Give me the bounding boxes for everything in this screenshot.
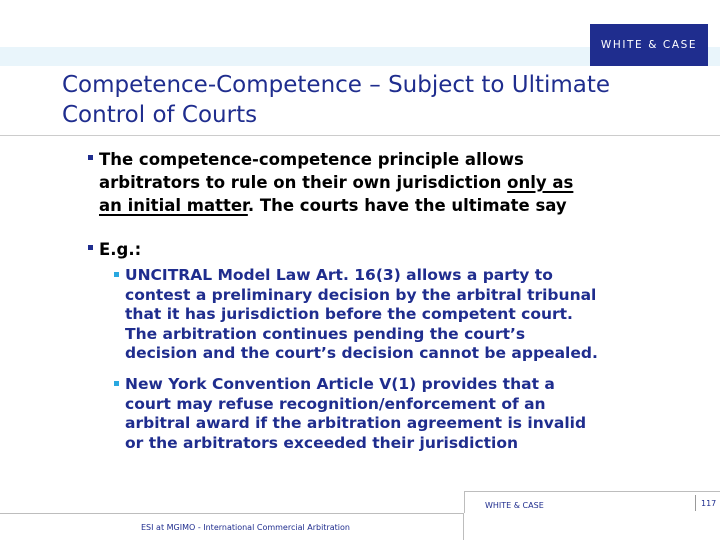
sub-bullet-line: New York Convention Article V(1) provides that a — [125, 375, 555, 393]
sub-bullet-line: that it has jurisdiction before the competent court. — [125, 305, 573, 323]
bullet-text: arbitrators to rule on their own jurisdiction — [99, 173, 508, 192]
sub-bullet-line: court may refuse recognition/enforcement of an — [125, 394, 546, 413]
sub-bullet-line: arbitral award if the arbitration agreement is invalid — [125, 414, 587, 432]
sub-bullet-square-icon — [114, 272, 119, 277]
underlined-text: only as — [507, 173, 574, 192]
bullet-line: The competence-competence principle allows — [99, 150, 524, 169]
bullet-text: . The courts have the ultimate say — [247, 196, 567, 215]
footer-right-divider — [464, 491, 465, 513]
bullet-line — [99, 171, 674, 194]
sub-bullet-line: The arbitration continues pending the court’s — [125, 324, 526, 343]
underlined-text: an initial matter — [99, 196, 248, 215]
sub-bullet-line: contest a preliminary decision by the arbitral tribunal — [125, 285, 597, 304]
logo-text: WHITE & CASE — [600, 39, 698, 51]
bullet-competence-principle — [99, 148, 674, 217]
page-number-divider — [695, 495, 696, 511]
footer-brand: WHITE & CASE — [485, 501, 544, 510]
footer-course-name: ESI at MGIMO - International Commercial Arbitration — [141, 523, 350, 532]
sub-bullet-line: decision and the court’s decision cannot be appealed. — [125, 344, 598, 362]
bullet-example-label — [99, 238, 674, 261]
bullet-square-icon — [88, 155, 93, 160]
footer-right-rule — [464, 491, 720, 492]
sub-bullet-line: or the arbitrators exceeded their jurisdiction — [125, 433, 519, 452]
title-line-1: Competence-Competence – Subject to Ultimate — [62, 72, 611, 98]
sub-bullet-square-icon — [114, 381, 119, 386]
bullet-square-icon — [88, 245, 93, 250]
sub-bullet-uncitral — [125, 266, 665, 364]
white-case-logo — [590, 24, 708, 66]
bullet-line: E.g.: — [99, 240, 142, 259]
sub-bullet-line: UNCITRAL Model Law Art. 16(3) allows a party to — [125, 266, 553, 284]
title-divider — [0, 135, 720, 136]
page-number: 117 — [701, 499, 717, 508]
slide-title — [62, 70, 662, 130]
title-line-2: Control of Courts — [62, 102, 258, 128]
sub-bullet-new-york-convention — [125, 375, 665, 453]
bullet-line — [99, 194, 674, 217]
